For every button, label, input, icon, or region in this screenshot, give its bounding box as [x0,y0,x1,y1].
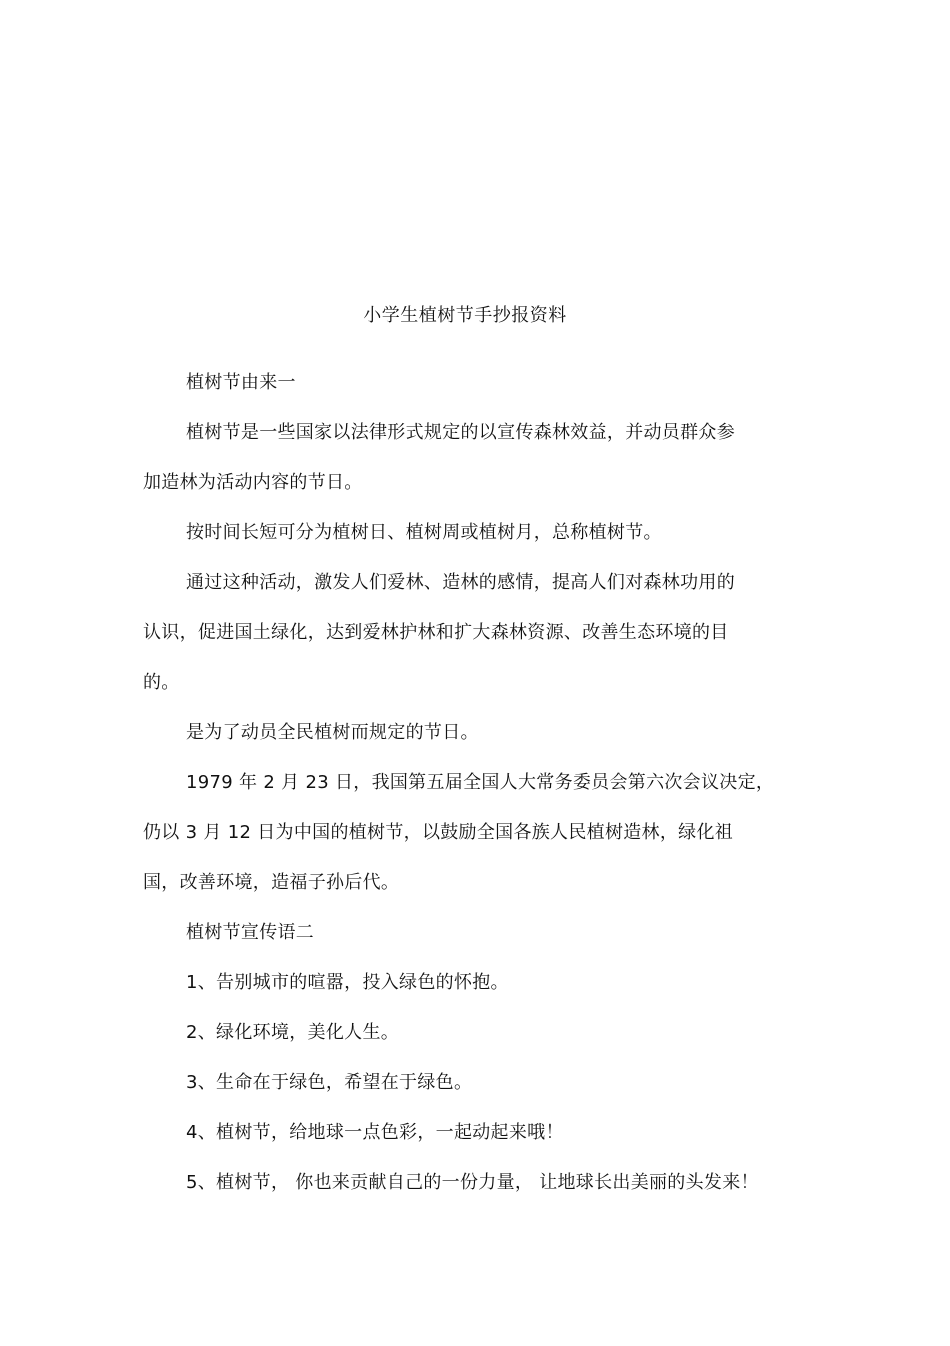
paragraph-line: 植树节是一些国家以法律形式规定的以宣传森林效益，并动员群众参 [186,422,735,443]
paragraph-line: 按时间长短可分为植树日、植树周或植树月，总称植树节。 [186,522,662,543]
section-heading-slogans: 植树节宣传语二 [186,922,315,943]
section-heading-origin: 植树节由来一 [186,372,296,393]
paragraph-line: 通过这种活动，激发人们爱林、造林的感情，提高人们对森林功用的 [186,572,735,593]
paragraph-line: 国，改善环境，造福子孙后代。 [143,872,400,893]
slogan-item: 2、绿化环境，美化人生。 [186,1022,400,1043]
document-title: 小学生植树节手抄报资料 [363,305,567,326]
slogan-item: 1、告别城市的喧嚣，投入绿色的怀抱。 [186,972,509,993]
paragraph-line: 的。 [143,672,180,693]
slogan-item: 4、植树节，给地球一点色彩，一起动起来哦！ [186,1122,564,1143]
paragraph-line: 加造林为活动内容的节日。 [143,472,363,493]
paragraph-line: 1979 年 2 月 23 日，我国第五届全国人大常务委员会第六次会议决定， [186,772,775,793]
paragraph-line: 认识，促进国土绿化，达到爱林护林和扩大森林资源、改善生态环境的目 [143,622,729,643]
slogan-item: 5、植树节， 你也来贡献自己的一份力量， 让地球长出美丽的头发来！ [186,1172,759,1193]
paragraph-line: 仍以 3 月 12 日为中国的植树节，以鼓励全国各族人民植树造林，绿化祖 [143,822,734,843]
paragraph-line: 是为了动员全民植树而规定的节日。 [186,722,479,743]
slogan-item: 3、生命在于绿色，希望在于绿色。 [186,1072,473,1093]
